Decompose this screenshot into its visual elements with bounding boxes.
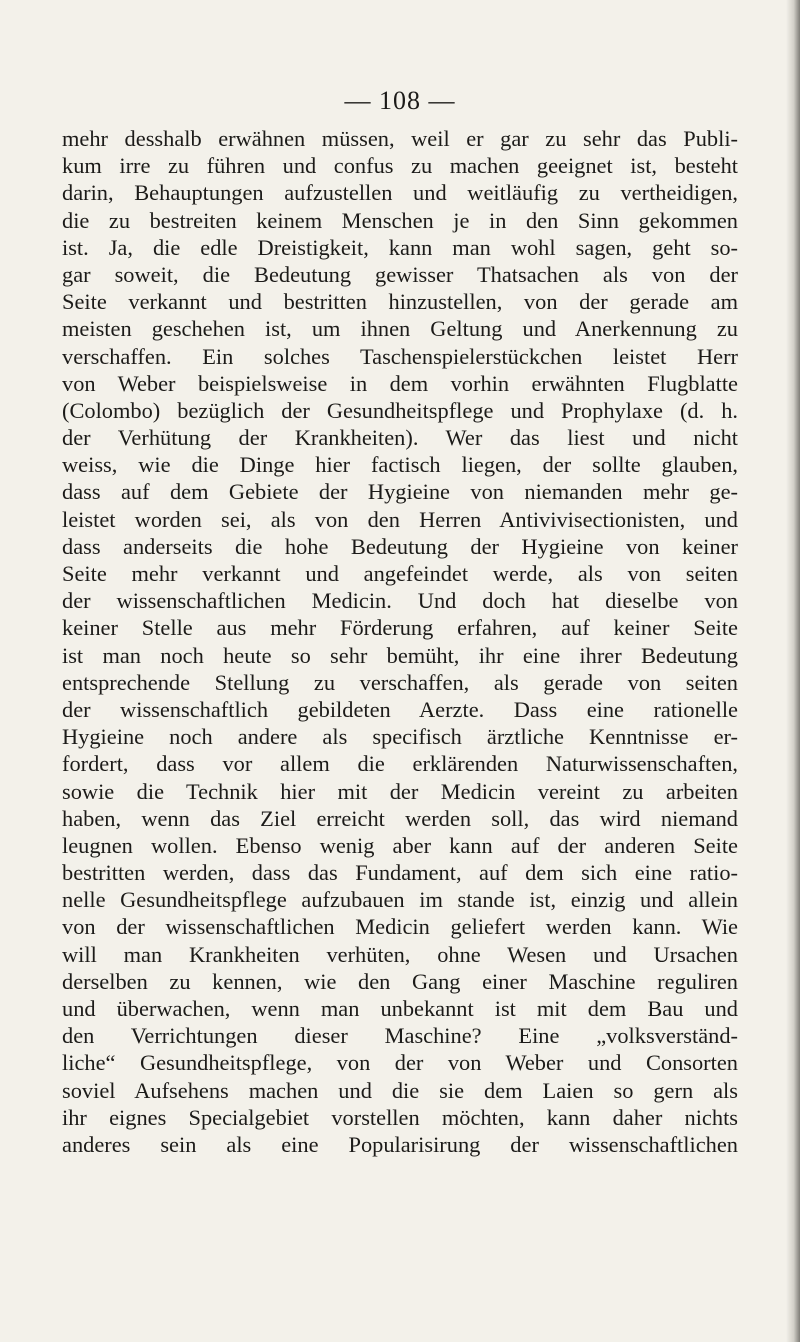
page-edge-shadow [786,0,800,1342]
text-line: nelle Gesundheitspflege aufzubauen im stande ist, einzig und allein [62,887,738,913]
text-line: leistet worden sei, als von den Herren Antivivisectionisten, und [62,506,738,532]
text-line: keiner Stelle aus mehr Förderung erfahren, auf keiner Seite [62,615,738,641]
text-line: will man Krankheiten verhüten, ohne Wesen und Ursachen [62,941,738,967]
text-line: Hygieine noch andere als specifisch ärztliche Kenntnisse er- [62,724,738,750]
text-line: ist man noch heute so sehr bemüht, ihr eine ihrer Bedeutung [62,642,738,668]
text-line: leugnen wollen. Ebenso wenig aber kann auf der anderen Seite [62,832,738,858]
text-line: soviel Aufsehens machen und die sie dem Laien so gern als [62,1077,738,1103]
text-line: weiss, wie die Dinge hier factisch liegen, der sollte glauben, [62,452,738,478]
text-line: mehr desshalb erwähnen müssen, weil er gar zu sehr das Publi- [62,126,738,151]
text-line: dass anderseits die hohe Bedeutung der Hygieine von keiner [62,533,738,559]
text-line: liche“ Gesundheitspflege, von der von Weber und Consorten [62,1050,738,1076]
text-line: Seite verkannt und bestritten hinzustellen, von der gerade am [62,289,738,315]
text-line: Seite mehr verkannt und angefeindet werde, als von seiten [62,561,738,586]
text-line: ist. Ja, die edle Dreistigkeit, kann man wohl sagen, geht so- [62,234,738,260]
text-line: derselben zu kennen, wie den Gang einer Maschine reguliren [62,968,738,994]
text-line: von Weber beispielsweise in dem vorhin erwähnten Flugblatte [62,370,738,396]
body-text [62,125,738,1158]
text-line: den Verrichtungen dieser Maschine? Eine „volksverständ- [62,1023,738,1049]
text-line: verschaffen. Ein solches Taschenspielerstückchen leistet Herr [62,343,738,369]
text-line: sowie die Technik hier mit der Medicin vereint zu arbeiten [62,778,738,804]
text-line: der Verhütung der Krankheiten). Wer das liest und nicht [62,425,738,451]
text-line: der wissenschaftlich gebildeten Aerzte. Dass eine rationelle [62,696,738,722]
text-line: die zu bestreiten keinem Menschen je in den Sinn gekommen [62,207,738,233]
text-line: anderes sein als eine Popularisirung der wissenschaftlichen [62,1131,738,1157]
text-line: der wissenschaftlichen Medicin. Und doch hat dieselbe von [62,588,738,614]
text-line: kum irre zu führen und confus zu machen geeignet ist, besteht [62,153,738,179]
text-line: gar soweit, die Bedeutung gewisser Thatsachen als von der [62,261,738,287]
text-line: fordert, dass vor allem die erklärenden Naturwissenschaften, [62,751,738,777]
text-line: darin, Behauptungen aufzustellen und weitläufig zu vertheidigen, [62,180,738,206]
text-line: meisten geschehen ist, um ihnen Geltung und Anerkennung zu [62,316,738,342]
text-line: entsprechende Stellung zu verschaffen, als gerade von seiten [62,669,738,695]
text-line: dass auf dem Gebiete der Hygieine von niemanden mehr ge- [62,479,738,505]
text-line: und überwachen, wenn man unbekannt ist mit dem Bau und [62,996,738,1021]
text-line: haben, wenn das Ziel erreicht werden soll, das wird niemand [62,805,738,831]
text-line: von der wissenschaftlichen Medicin geliefert werden kann. Wie [62,914,738,940]
text-line: bestritten werden, dass das Fundament, auf dem sich eine ratio- [62,860,738,886]
text-line: (Colombo) bezüglich der Gesundheitspflege und Prophylaxe (d. h. [62,397,738,423]
page-number: — 108 — [344,86,456,115]
text-line: ihr eignes Specialgebiet vorstellen möchten, kann daher nichts [62,1104,738,1130]
